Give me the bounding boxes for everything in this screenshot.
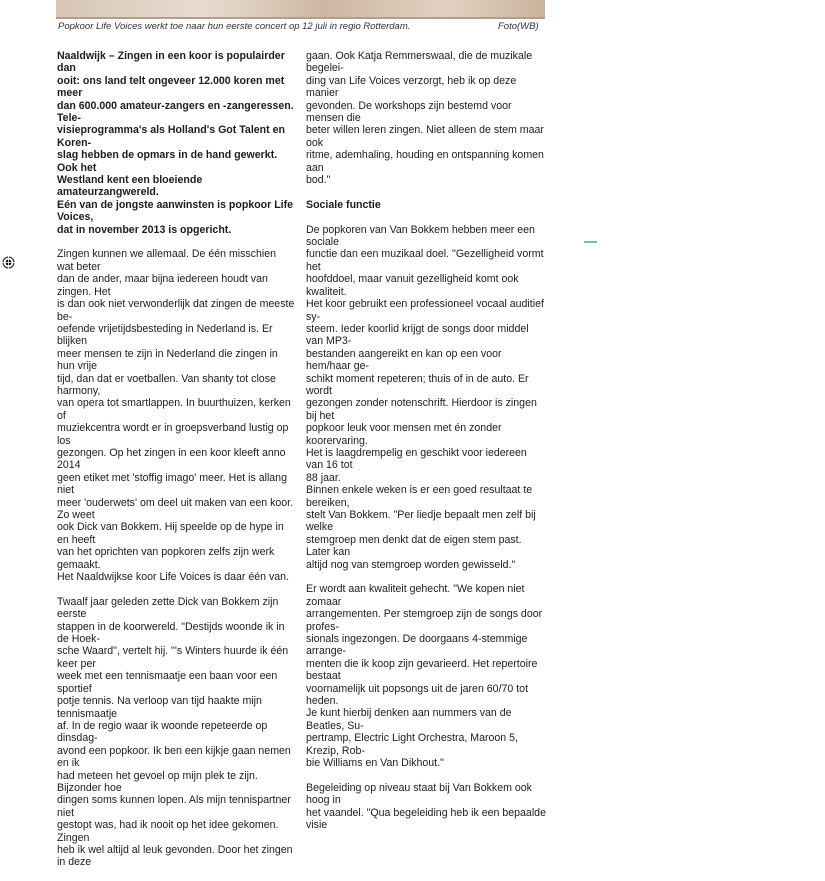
margin-mark (584, 241, 597, 243)
article-paragraph: Zingen kunnen we allemaal. De één misschien wat beter dan de ander, maar bijna iedereen houdt van zingen. Het is dan ook niet verwonderlijk dat zingen de meeste be- oefende vrijetijdsbesteding in Nederland is. Er blijken meer mensen te zijn in Nederland die zingen in hun vrije tijd, dan dat er voetballen. Van shanty tot close harmony, van opera tot smartlappen. In buurthuizen, kerken of muziekcentra wordt er in groepsverband lustig op los gezongen. Op het zingen in een koor kleeft anno 2014 geen etiket met 'stoffig imago' meer. Het is allang niet meer 'ouderwets' om deel uit maken van een koor. Zo weet ook Dick van Bokkem. Hij speelde op de hype in en heeft van het oprichten van popkoren zelfs zijn werk gemaakt. Het Naaldwijkse koor Life Voices is daar één van. (57, 248, 295, 584)
registration-mark-icon (2, 256, 15, 269)
article-photo (56, 0, 545, 17)
article-lead: Naaldwijk – Zingen in een koor is populairder dan ooit: ons land telt ongeveer 12.000 koren met meer dan 600.000 amateur-zangers en -zangeressen. Tele- visieprogramma's als Holland's Got Talent en Koren- slag hebben de opmars in de hand gewerkt. Ook het Westland kent een bloeiende amateurzangwereld. Eén van de jongste aanwinsten is popkoor Life Voices, dat in november 2013 is opgericht. (57, 50, 294, 236)
article-paragraph: De popkoren van Van Bokkem hebben meer een sociale functie dan een muzikaal doel. "Gezelligheid vormt het hoofddoel, maar vanuit gezelligheid komt ook kwaliteit. Het koor gebruikt een professioneel vocaal auditief sy- steem. Ieder koorlid krijgt de songs door middel van MP3- bestanden aangereikt en kan op een voor hem/haar ge- schikt moment repeteren; thuis of in de auto. Er wordt gezongen zonder notenschrift. Hierdoor is zingen bij het popkoor leuk voor mensen met én zonder koorervaring. Het is laagdrempelig en geschikt voor iedereen van 16 tot 88 jaar. Binnen enkele weken is er een goed resultaat te bereiken, stelt Van Bokkem. "Per liedje bepaalt men zelf bij welke stemgroep men denkt dat de eigen stem past. Later kan altijd nog van stemgroep worden gewisseld." (306, 223, 544, 571)
article-column-left (57, 50, 295, 881)
photo-caption: Popkoor Life Voices werkt toe naar hun eerste concert op 12 juli in regio Rotterdam. (58, 21, 411, 32)
article-paragraph: Twaalf jaar geleden zette Dick van Bokkem zijn eerste stappen in de koorwereld. "Destijds woonde ik in de Hoek- sche Waard", vertelt hij. "'s Winters huurde ik één keer per week met een tennismaatje een baan voor een sportief potje tennis. Na verloop van tijd haakte mijn tennismaatje af. In de regio waar ik woonde repeteerde op dinsdag- avond een popkoor. Ik ben een kijkje gaan nemen en ik had meteen het gevoel op mijn plek te zijn. Bijzonder hoe dingen soms kunnen lopen. Als mijn tennispartner niet gestopt was, had ik nooit op het idee gekomen. Zingen heb ik wel altijd al leuk gevonden. Door het zingen in deze (57, 595, 293, 869)
photo-credit: Foto(WB) (498, 21, 539, 32)
section-subhead: Sociale functie (306, 198, 381, 211)
article-column-right (306, 50, 546, 844)
article-paragraph: Er wordt aan kwaliteit gehecht. "We kopen niet zomaar arrangementen. Per stemgroep zijn de songs door profes- sionals ingezongen. De doorgaans 4-stemmige arrange- menten die ik koop zijn gevarieerd. Het repertoire bestaat voornamelijk uit popsongs uit de jaren 60/70 tot heden. Je kunt hierbij denken aan nummers van de Beatles, Su- pertramp, Electric Light Orchestra, Maroon 5, Krezip, Rob- bie Williams en Van Dikhout." (306, 583, 543, 770)
article-paragraph: Begeleiding op niveau staat bij Van Bokkem ook hoog in het vaandel. "Qua begeleiding heb ik een bepaalde visie (306, 781, 546, 832)
article-paragraph: gaan. Ook Katja Remmerswaal, die de muzikale begelei- ding van Life Voices verzorgt, heb ik op deze manier gevonden. De workshops zijn bestemd voor mensen die beter willen leren zingen. Niet alleen de stem maar ook ritme, ademhaling, houding en ontspanning komen aan bod." (306, 50, 544, 187)
photo-bottom-edge (56, 17, 545, 19)
